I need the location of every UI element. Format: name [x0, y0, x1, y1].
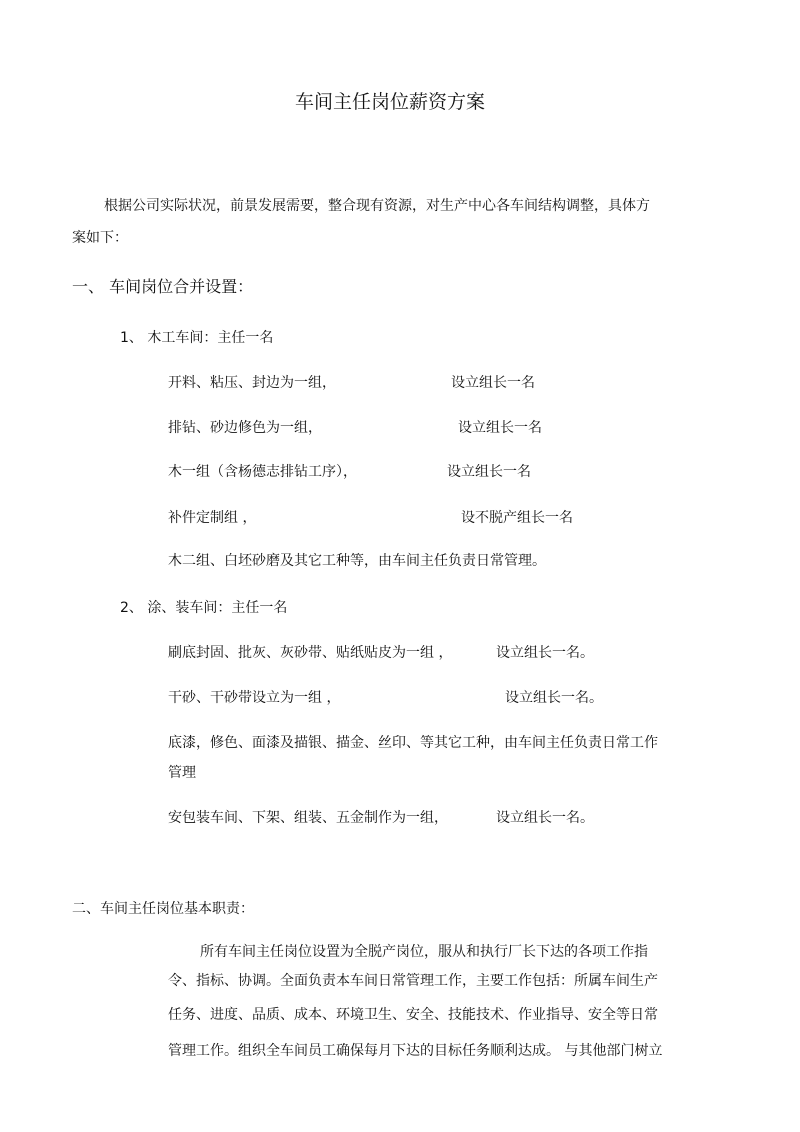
paint-group-2-label: 干砂、干砂带设立为一组 ，	[168, 690, 341, 706]
subsection-2-heading: 2、 涂、装车间：主任一名	[120, 600, 288, 616]
paint-group-1-label: 刷底封固、批灰、灰砂带、贴纸贴皮为一组 ，	[168, 645, 453, 661]
wood-group-4-label: 补件定制组 ，	[168, 510, 257, 526]
paint-group-2-leader: 设立组长一名。	[505, 690, 603, 706]
packing-group-label: 安包装车间、下架、组装、五金制作为一组，	[168, 810, 448, 826]
wood-group-1-label: 开料、粘压、封边为一组，	[168, 375, 336, 391]
intro-line-1: 根据公司实际状况，前景发展需要，整合现有资源，对生产中心各车间结构调整，具体方	[104, 198, 650, 214]
section-1-heading: 一、 车间岗位合并设置：	[72, 277, 254, 296]
duties-line-2: 令、指标、协调。全面负责本车间日常管理工作，主要工作包括：所属车间生产	[168, 973, 658, 989]
section-2-heading: 二、车间主任岗位基本职责：	[72, 901, 254, 917]
paint-management-note-line-2: 管理	[168, 765, 196, 781]
wood-group-2-label: 排钻、砂边修色为一组，	[168, 420, 322, 436]
wood-group-4-leader: 设不脱产组长一名	[461, 510, 573, 526]
wood-group-1-leader: 设立组长一名	[451, 375, 535, 391]
paint-group-1-leader: 设立组长一名。	[496, 645, 594, 661]
packing-group-leader: 设立组长一名。	[496, 810, 594, 826]
duties-line-1: 所有车间主任岗位设置为全脱产岗位，服从和执行厂长下达的各项工作指	[200, 944, 648, 960]
wood-management-note: 木二组、白坯砂磨及其它工种等，由车间主任负责日常管理。	[168, 553, 546, 569]
duties-line-3: 任务、进度、品质、成本、环境卫生、安全、技能技术、作业指导、安全等日常	[168, 1007, 658, 1023]
subsection-1-heading: 1、 木工车间：主任一名	[120, 330, 274, 346]
document-title: 车间主任岗位薪资方案	[294, 91, 485, 113]
paint-management-note-line-1: 底漆，修色、面漆及描银、描金、丝印、等其它工种，由车间主任负责日常工作	[168, 735, 658, 751]
wood-group-3-label: 木一组（含杨德志排钻工序），	[168, 464, 357, 480]
duties-line-4: 管理工作。组织全车间员工确保每月下达的目标任务顺利达成。 与其他部门树立	[168, 1043, 663, 1059]
intro-line-2: 案如下：	[72, 230, 128, 246]
wood-group-2-leader: 设立组长一名	[458, 420, 542, 436]
wood-group-3-leader: 设立组长一名	[447, 464, 531, 480]
